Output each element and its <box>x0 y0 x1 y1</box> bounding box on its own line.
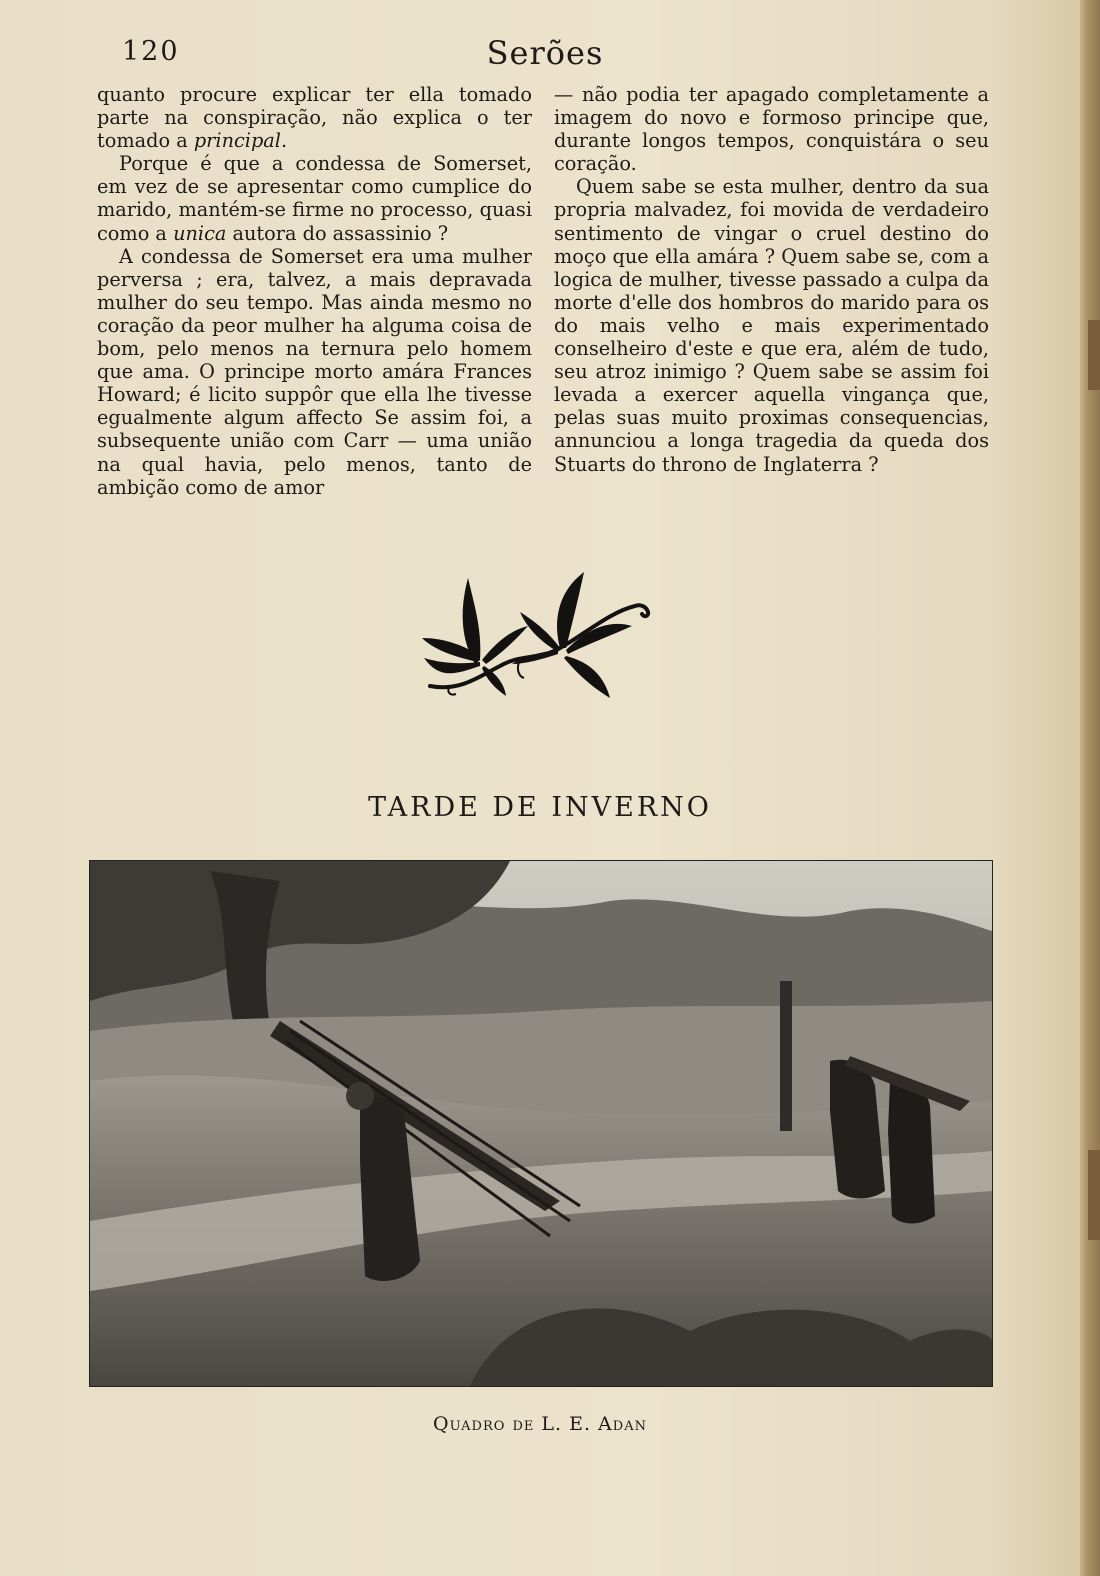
binding-tab <box>1088 320 1100 390</box>
text-column-right <box>554 83 989 476</box>
paragraph <box>97 152 532 244</box>
leaf-sprig-ornament <box>420 568 660 703</box>
page-number: 120 <box>122 36 180 67</box>
binding-tab <box>1088 1150 1100 1240</box>
paragraph: Quem sabe se esta mulher, dentro da sua propria malvadez, foi movida de verdadeiro sentimento de vingar o cruel destino do moço que ella amára ? Quem sabe se, com a logica de mulher, tivesse passado a culpa da morte d'elle dos hombros do marido para os do mais velho e mais experimentado conselheiro d'este e que era, além de tudo, seu atroz inimigo ? Quem sabe se assim foi levada a exercer aquella vingança que, pelas suas muito proximas consequencias, annunciou a longa tragedia da queda dos Stuarts do throno de Inglaterra ? <box>554 175 989 476</box>
emphasis: principal. <box>193 129 288 153</box>
running-head: Serões <box>486 34 604 72</box>
text-run: Porque é que a condessa de Somerset, em vez de se apresentar como cumplice do marido, mantém-se firme no processo, quasi como a <box>97 152 532 245</box>
emphasis: unica <box>173 221 227 245</box>
paragraph: — não podia ter apagado completamente a imagem do novo e formoso principe que, durante longos tempos, conquistára o seu coração. <box>554 83 989 176</box>
paragraph: A condessa de Somerset era uma mulher perversa ; era, talvez, a mais depravada mulher do seu tempo. Mas ainda mesmo no coração da peor mulher ha alguma coisa de bom, pelo menos na ternura pelo homem que ama. O principe morto amára Frances Howard; é licito suppôr que ella lhe tivesse egualmente algum affecto Se assim foi, a subsequente união com Carr — uma união na qual havia, pelo menos, tanto de ambição como de amor <box>97 244 532 499</box>
photo-women-carrying-firewood <box>89 860 993 1387</box>
text-column-left <box>97 83 532 499</box>
text-run: quanto procure explicar ter ella tomado parte na conspiração, não explica o ter tomado a <box>97 83 532 153</box>
paragraph <box>97 83 532 152</box>
book-spine-edge <box>1080 0 1100 1576</box>
illustration-caption: Quadro de L. E. Adan <box>433 1413 647 1435</box>
section-title: TARDE DE INVERNO <box>368 792 712 823</box>
text-run: autora do assassinio ? <box>226 221 449 245</box>
